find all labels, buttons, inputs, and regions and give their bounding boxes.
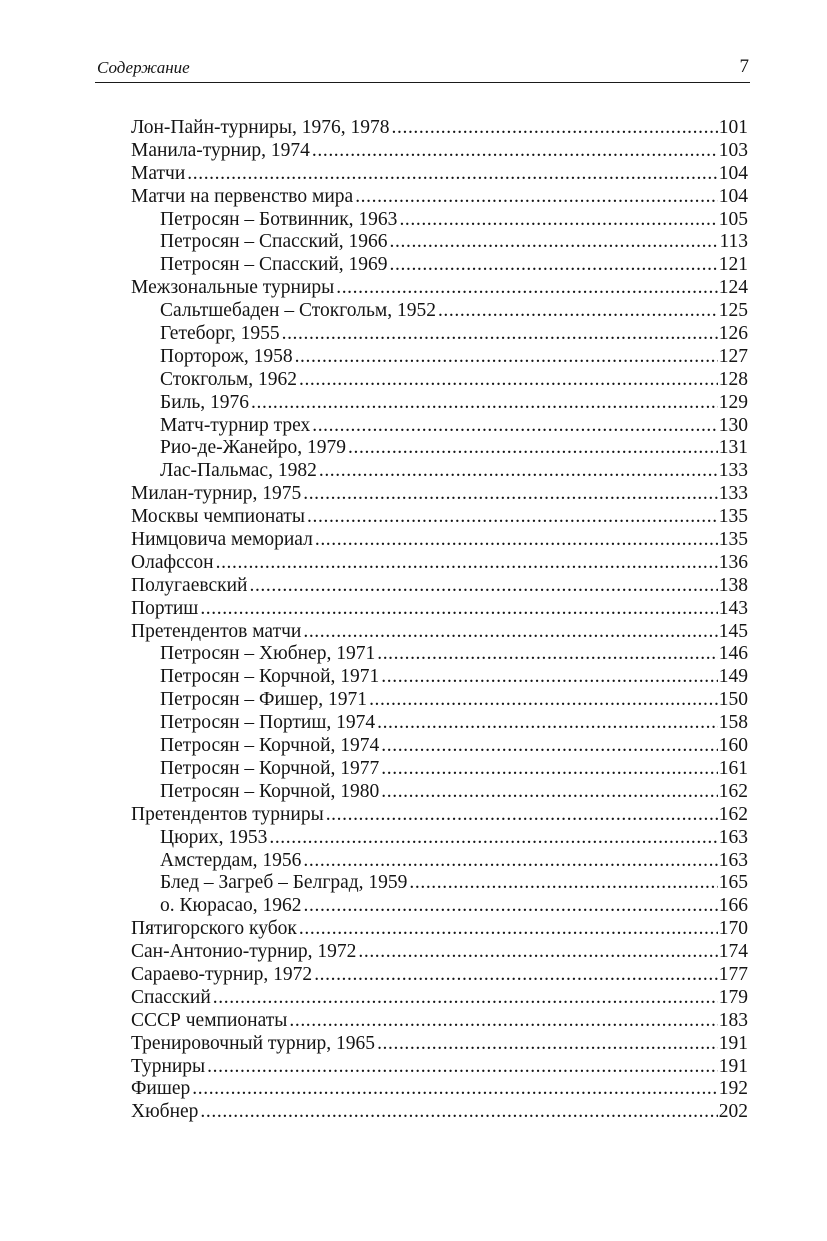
header-title: Содержание <box>97 58 190 77</box>
toc-entry <box>131 1056 748 1079</box>
dot-leader <box>304 895 718 918</box>
dot-leader <box>381 735 717 758</box>
toc-entry-page: 192 <box>718 1078 748 1100</box>
dot-leader <box>269 827 717 850</box>
toc-entry-page: 170 <box>718 918 748 940</box>
toc-entry <box>131 1101 748 1124</box>
toc-entry <box>131 1078 748 1101</box>
dot-leader <box>187 163 717 186</box>
toc-entry-page: 127 <box>718 345 748 367</box>
toc-entry-title: Нимцовича мемориал <box>131 529 313 551</box>
toc-subentry <box>131 735 748 758</box>
toc-entry-page: 133 <box>718 460 748 482</box>
toc-subentry <box>131 827 748 850</box>
running-header <box>95 56 750 83</box>
toc-entry-page: 191 <box>718 1055 748 1077</box>
toc-entry <box>131 621 748 644</box>
dot-leader <box>289 1010 717 1033</box>
dot-leader <box>438 300 718 323</box>
toc-subentry <box>131 392 748 415</box>
toc-entry <box>131 529 748 552</box>
toc-entry-title: Петросян – Ботвинник, 1963 <box>160 208 398 230</box>
toc-entry-page: 162 <box>718 803 748 825</box>
toc-entry-title: Рио-де-Жанейро, 1979 <box>160 437 347 459</box>
toc-entry-title: Межзональные турниры <box>131 277 335 299</box>
dot-leader <box>369 689 718 712</box>
toc-entry-title: Спасский <box>131 986 211 1008</box>
toc-entry-title: СССР чемпионаты <box>131 1009 288 1031</box>
toc-entry-title: Сан-Антонио-турнир, 1972 <box>131 941 357 963</box>
toc-entry-title: Петросян – Корчной, 1977 <box>160 757 380 779</box>
dot-leader <box>312 140 718 163</box>
toc-entry-title: Петросян – Корчной, 1980 <box>160 780 380 802</box>
toc-entry-page: 149 <box>718 666 748 688</box>
toc-entry-page: 138 <box>718 574 748 596</box>
dot-leader <box>336 277 718 300</box>
toc-entry <box>131 483 748 506</box>
toc-subentry <box>131 254 748 277</box>
toc-entry-page: 129 <box>718 391 748 413</box>
toc-entry-title: Матч-турнир трех <box>160 414 311 436</box>
toc-entry-page: 162 <box>718 780 748 802</box>
toc-entry-page: 160 <box>718 735 748 757</box>
dot-leader <box>251 392 718 415</box>
dot-leader <box>303 621 717 644</box>
toc-entry-page: 166 <box>718 895 748 917</box>
toc-subentry <box>131 689 748 712</box>
toc-subentry <box>131 666 748 689</box>
dot-leader <box>392 117 718 140</box>
toc-entry <box>131 804 748 827</box>
toc-entry-page: 177 <box>718 963 748 985</box>
dot-leader <box>399 209 717 232</box>
toc-subentry <box>131 323 748 346</box>
toc-entry-title: Гетеборг, 1955 <box>160 323 280 345</box>
toc-entry-title: Москвы чемпионаты <box>131 506 306 528</box>
toc-entry-page: 113 <box>719 231 748 253</box>
dot-leader <box>200 598 717 621</box>
toc-subentry <box>131 850 748 873</box>
toc-entry-title: Тренировочный турнир, 1965 <box>131 1032 376 1054</box>
toc-entry-title: Петросян – Фишер, 1971 <box>160 689 368 711</box>
toc-subentry <box>131 415 748 438</box>
toc-entry-page: 163 <box>718 826 748 848</box>
toc-entry-page: 136 <box>718 551 748 573</box>
toc-entry-page: 146 <box>718 643 748 665</box>
toc-entry <box>131 506 748 529</box>
dot-leader <box>381 758 717 781</box>
dot-leader <box>381 781 717 804</box>
toc-entry-page: 183 <box>718 1009 748 1031</box>
dot-leader <box>303 483 718 506</box>
toc-entry <box>131 598 748 621</box>
dot-leader <box>299 369 718 392</box>
toc-subentry <box>131 460 748 483</box>
toc-subentry <box>131 781 748 804</box>
toc-entry-title: Петросян – Корчной, 1974 <box>160 735 380 757</box>
toc-entry-page: 121 <box>718 254 748 276</box>
toc-entry-page: 165 <box>718 872 748 894</box>
dot-leader <box>377 643 718 666</box>
toc-entry-page: 174 <box>718 941 748 963</box>
dot-leader <box>409 872 717 895</box>
toc-entry-page: 150 <box>718 689 748 711</box>
dot-leader <box>207 1056 718 1079</box>
toc-entry-page: 124 <box>718 277 748 299</box>
dot-leader <box>326 804 718 827</box>
toc-entry-title: Цюрих, 1953 <box>160 826 268 848</box>
toc-entry-page: 131 <box>718 437 748 459</box>
toc-entry-title: Милан-турнир, 1975 <box>131 483 302 505</box>
toc-entry-page: 128 <box>718 368 748 390</box>
toc-entry-title: Биль, 1976 <box>160 391 250 413</box>
dot-leader <box>314 964 718 987</box>
dot-leader <box>216 552 718 575</box>
toc-entry-title: Претендентов матчи <box>131 620 302 642</box>
toc-entry-title: Фишер <box>131 1078 191 1100</box>
toc-entry-title: Матчи <box>131 162 186 184</box>
dot-leader <box>358 941 717 964</box>
toc-entry-title: Сальтшебаден – Стокгольм, 1952 <box>160 300 436 322</box>
toc-entry-page: 179 <box>718 986 748 1008</box>
toc-entry-page: 101 <box>718 117 748 138</box>
toc-entry-title: Петросян – Спасский, 1966 <box>160 231 388 253</box>
toc-entry-page: 130 <box>718 414 748 436</box>
toc-entry-page: 105 <box>718 208 748 230</box>
toc-entry-title: Стокгольм, 1962 <box>160 368 297 390</box>
toc-entry-title: Петросян – Хюбнер, 1971 <box>160 643 376 665</box>
toc-entry-page: 143 <box>718 597 748 619</box>
toc-entry <box>131 918 748 941</box>
toc-subentry <box>131 712 748 735</box>
toc-entry-title: о. Кюрасао, 1962 <box>160 895 302 917</box>
toc-entry-page: 202 <box>718 1101 748 1123</box>
dot-leader <box>390 231 719 254</box>
toc-subentry <box>131 758 748 781</box>
toc-entry-page: 163 <box>718 849 748 871</box>
toc-entry-title: Лас-Пальмас, 1982 <box>160 460 317 482</box>
toc-entry <box>131 140 748 163</box>
toc-entry-title: Порторож, 1958 <box>160 345 293 367</box>
toc-entry-title: Лон-Пайн-турниры, 1976, 1978 <box>131 117 390 138</box>
toc-entry-page: 135 <box>718 506 748 528</box>
toc-entry-title: Претендентов турниры <box>131 803 324 825</box>
toc-entry-page: 133 <box>718 483 748 505</box>
toc-entry <box>131 941 748 964</box>
dot-leader <box>319 460 718 483</box>
dot-leader <box>282 323 718 346</box>
dot-leader <box>192 1078 717 1101</box>
toc-entry-page: 126 <box>718 323 748 345</box>
dot-leader <box>299 918 718 941</box>
table-of-contents <box>131 117 748 1124</box>
dot-leader <box>355 186 718 209</box>
toc-entry <box>131 987 748 1010</box>
toc-entry-title: Сараево-турнир, 1972 <box>131 963 313 985</box>
toc-entry <box>131 552 748 575</box>
toc-entry-title: Портиш <box>131 597 199 619</box>
dot-leader <box>377 1033 718 1056</box>
toc-entry-page: 191 <box>718 1032 748 1054</box>
dot-leader <box>295 346 718 369</box>
toc-subentry <box>131 209 748 232</box>
toc-entry <box>131 163 748 186</box>
toc-entry <box>131 277 748 300</box>
toc-entry-page: 103 <box>718 139 748 161</box>
toc-entry-title: Олафссон <box>131 551 214 573</box>
dot-leader <box>348 437 718 460</box>
toc-entry-page: 125 <box>718 300 748 322</box>
toc-entry-title: Турниры <box>131 1055 206 1077</box>
toc-entry <box>131 117 748 140</box>
toc-entry-page: 158 <box>718 712 748 734</box>
toc-subentry <box>131 643 748 666</box>
toc-entry-title: Блед – Загреб – Белград, 1959 <box>160 872 408 894</box>
toc-subentry <box>131 895 748 918</box>
toc-entry-title: Петросян – Спасский, 1969 <box>160 254 388 276</box>
toc-entry-title: Петросян – Портиш, 1974 <box>160 712 376 734</box>
dot-leader <box>213 987 718 1010</box>
toc-subentry <box>131 231 748 254</box>
toc-entry-title: Матчи на первенство мира <box>131 185 354 207</box>
dot-leader <box>312 415 718 438</box>
toc-subentry <box>131 872 748 895</box>
toc-entry-title: Хюбнер <box>131 1101 199 1123</box>
toc-entry <box>131 575 748 598</box>
dot-leader <box>390 254 718 277</box>
toc-subentry <box>131 437 748 460</box>
toc-entry-title: Амстердам, 1956 <box>160 849 302 871</box>
toc-entry-page: 135 <box>718 529 748 551</box>
toc-entry-page: 145 <box>718 620 748 642</box>
toc-entry-title: Манила-турнир, 1974 <box>131 139 310 161</box>
toc-entry <box>131 964 748 987</box>
toc-subentry <box>131 300 748 323</box>
toc-entry-title: Пятигорского кубок <box>131 918 297 940</box>
dot-leader <box>315 529 718 552</box>
toc-entry-title: Полугаевский <box>131 574 248 596</box>
toc-subentry <box>131 346 748 369</box>
toc-entry <box>131 1010 748 1033</box>
toc-entry <box>131 186 748 209</box>
dot-leader <box>303 850 717 873</box>
toc-entry-page: 161 <box>718 757 748 779</box>
dot-leader <box>200 1101 717 1124</box>
toc-subentry <box>131 369 748 392</box>
dot-leader <box>307 506 718 529</box>
toc-entry-title: Петросян – Корчной, 1971 <box>160 666 380 688</box>
dot-leader <box>249 575 717 598</box>
toc-entry-page: 104 <box>718 185 748 207</box>
toc-entry-page: 104 <box>718 162 748 184</box>
dot-leader <box>377 712 718 735</box>
toc-entry <box>131 1033 748 1056</box>
header-page-number: 7 <box>739 56 749 77</box>
dot-leader <box>381 666 717 689</box>
